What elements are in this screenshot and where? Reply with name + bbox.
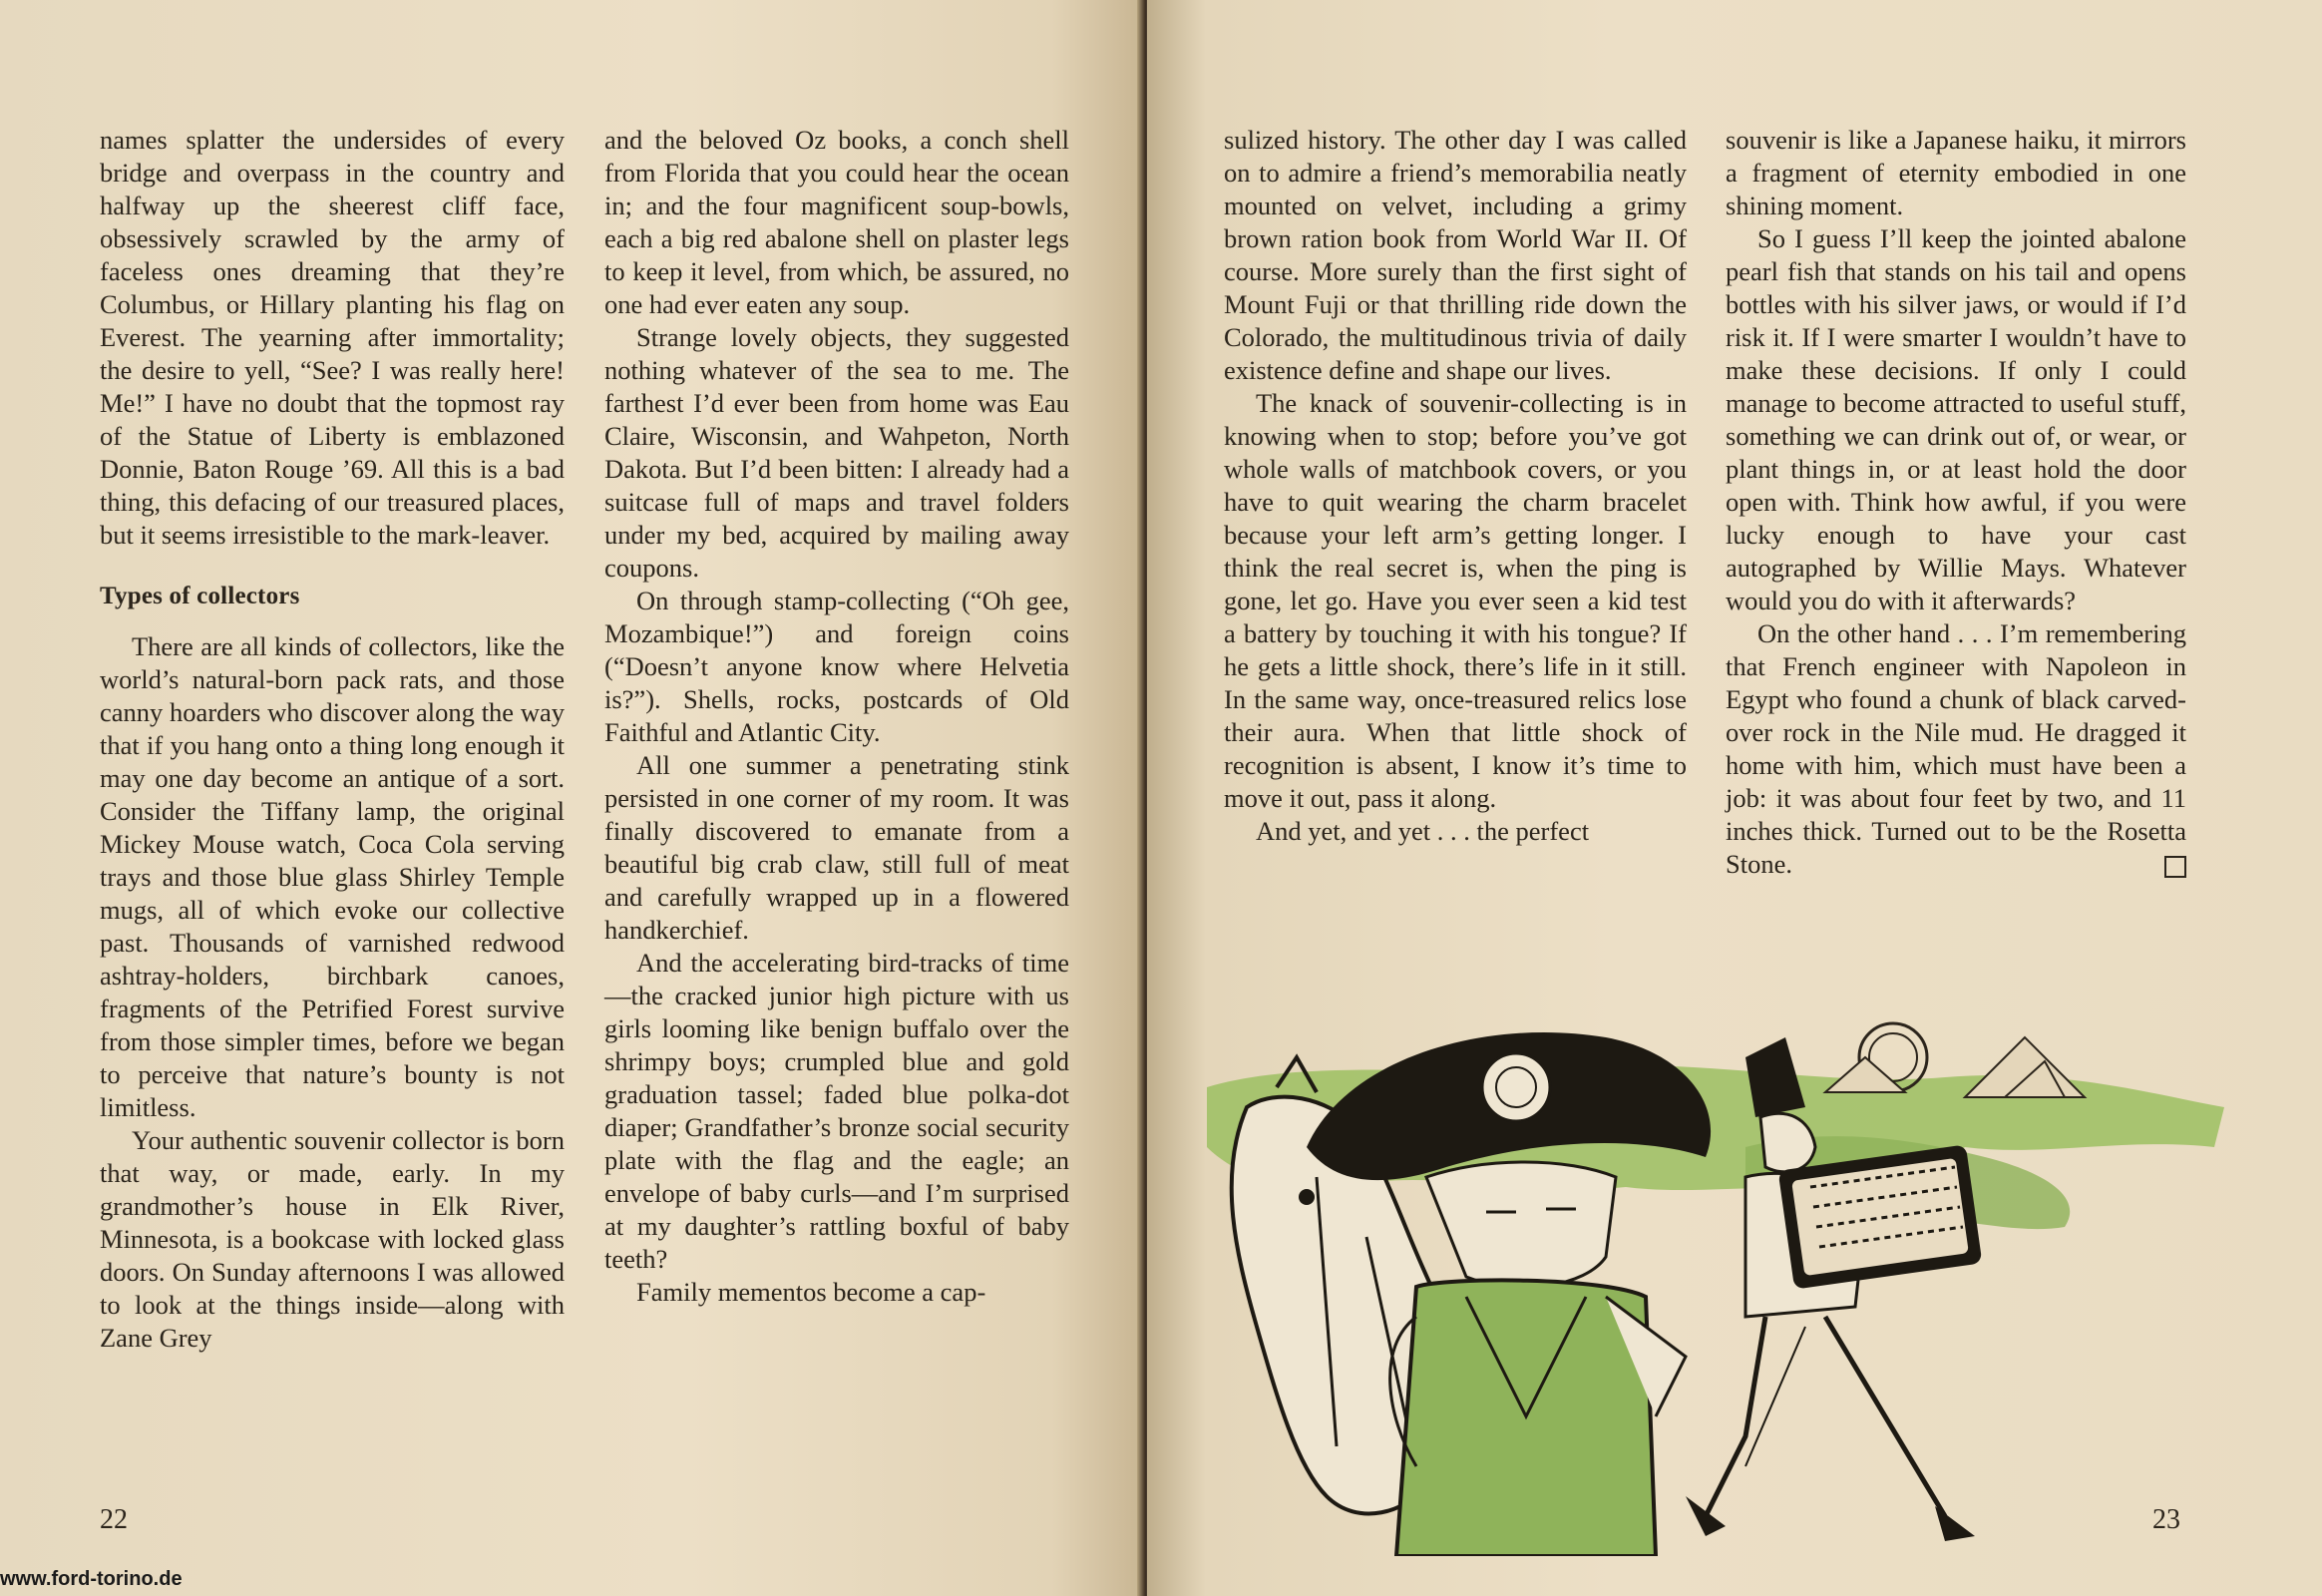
paragraph: The knack of souvenir-collecting is in knowing when to stop; before you’ve got whole walls of matchbook covers, or you have to quit wearing the charm bracelet because your left arm’s getting longer. I think the real secret is, when the ping is gone, let go. Have you ever seen a kid test a battery by touching it with his tongue? If he gets a little shock, there’s life in it still. In the same way, once-treasured relics lose their aura. When that little shock of recognition is absent, I know it’s time to move it out, pass it along.	[1224, 388, 1687, 813]
paragraph: sulized history. The other day I was called on to admire a friend’s memorabilia neatly mounted on velvet, including a grimy brown ration book from World War II. Of course. More surely than the first sight of Mount Fuji or that thrilling ride down the Colorado, the multitudinous trivia of daily existence define and shape our lives.	[1224, 125, 1687, 385]
page-number-left: 22	[100, 1504, 128, 1535]
paragraph: And yet, and yet . . . the perfect	[1256, 816, 1590, 846]
column-1	[100, 124, 565, 1355]
paragraph: souvenir is like a Japanese haiku, it mirrors a fragment of eternity embodied in one shining moment.	[1726, 125, 2186, 220]
paragraph: Your authentic souvenir collector is born that way, or made, early. In my grandmother’s house in Elk River, Minnesota, is a bookcase with locked glass doors. On Sunday afternoons I was allowed to look at the things inside—along with Zane Grey	[100, 1125, 565, 1353]
column-2	[604, 124, 1069, 1309]
paragraph: On through stamp-collecting (“Oh gee, Mozambique!”) and foreign coins (“Doesn’t anyone know where Helvetia is?”). Shells, rocks, postcards of Old Faithful and Atlantic City.	[604, 586, 1069, 747]
paragraph: Strange lovely objects, they suggested nothing whatever of the sea to me. The farthest I’d ever been from home was Eau Claire, Wisconsin, and Wahpeton, North Dakota. But I’d been bitten: I already had a suitcase full of maps and travel folders under my bed, acquired by mailing away coupons.	[604, 322, 1069, 583]
paragraph: There are all kinds of collectors, like the world’s natural-born pack rats, and those canny hoarders who discover along the way that if you hang onto a thing long enough it may one day become an antique of a sort. Consider the Tiffany lamp, the original Mickey Mouse watch, Coca Cola serving trays and those blue glass Shirley Temple mugs, all of which evoke our collective past. Thousands of varnished redwood ashtray-holders, birchbark canoes, fragments of the Petrified Forest survive from those simpler times, before we began to perceive that nature’s bounty is not limitless.	[100, 631, 565, 1122]
column-4	[1726, 124, 2186, 881]
paragraph: And the accelerating bird-tracks of time—the cracked junior high picture with us girls looming like benign buffalo over the shrimpy boys; crumpled blue and gold graduation tassel; faded blue polka-dot diaper; Grandfather’s bronze social security plate with the flag and the eagle; an envelope of baby curls—and I’m surprised at my daughter’s rattling boxful of baby teeth?	[604, 948, 1069, 1274]
paragraph-text: On the other hand . . . I’m remembering that French engineer with Napoleon in Egypt who found a chunk of black carved-over rock in the Nile mud. He dragged it home with him, which must have been a job: it was about four feet by two, and 11 inches thick. Turned out to be the Rosetta Stone.	[1726, 618, 2186, 879]
paragraph: All one summer a penetrating stink persisted in one corner of my room. It was finally discovered to emanate from a beautiful big crab claw, still full of meat and carefully wrapped up in a flowered handkerchief.	[604, 750, 1069, 945]
paragraph: Family mementos become a cap-	[636, 1277, 986, 1307]
end-mark-icon	[2164, 856, 2186, 878]
paragraph: names splatter the undersides of every bridge and overpass in the country and halfway up the sheerest cliff face, obsessively scrawled by the army of faceless ones dreaming that they’re Columbus, or Hillary planting his flag on Everest. The yearning after immortality; the desire to yell, “See? I was really here! Me!” I have no doubt that the topmost ray of the Statue of Liberty is emblazoned Donnie, Baton Rouge ’69. All this is a bad thing, this defacing of our treasured places, but it seems irresistible to the mark-leaver.	[100, 125, 565, 550]
watermark: www.ford-torino.de	[0, 1568, 183, 1590]
left-page	[0, 0, 1143, 1596]
napoleon-illustration	[1187, 998, 2244, 1556]
section-heading: Types of collectors	[100, 583, 300, 609]
paragraph	[1726, 617, 2186, 881]
page-number-right: 23	[2152, 1504, 2180, 1535]
paragraph: and the beloved Oz books, a conch shell from Florida that you could hear the ocean in; and the four magnificent soup-bowls, each a big red abalone shell on plaster legs to keep it level, from which, be assured, no one had ever eaten any soup.	[604, 125, 1069, 319]
paragraph: So I guess I’ll keep the jointed abalone pearl fish that stands on his tail and opens bottles with his silver jaws, or would if I’d risk it. If I were smarter I wouldn’t have to make these decisions. If only I could manage to become attracted to useful stuff, something we can drink out of, or wear, or plant things in, or at least hold the door open with. Think how awful, if you were lucky enough to have your cast autographed by Willie Mays. Whatever would you do with it afterwards?	[1726, 223, 2186, 615]
column-3	[1224, 124, 1687, 848]
